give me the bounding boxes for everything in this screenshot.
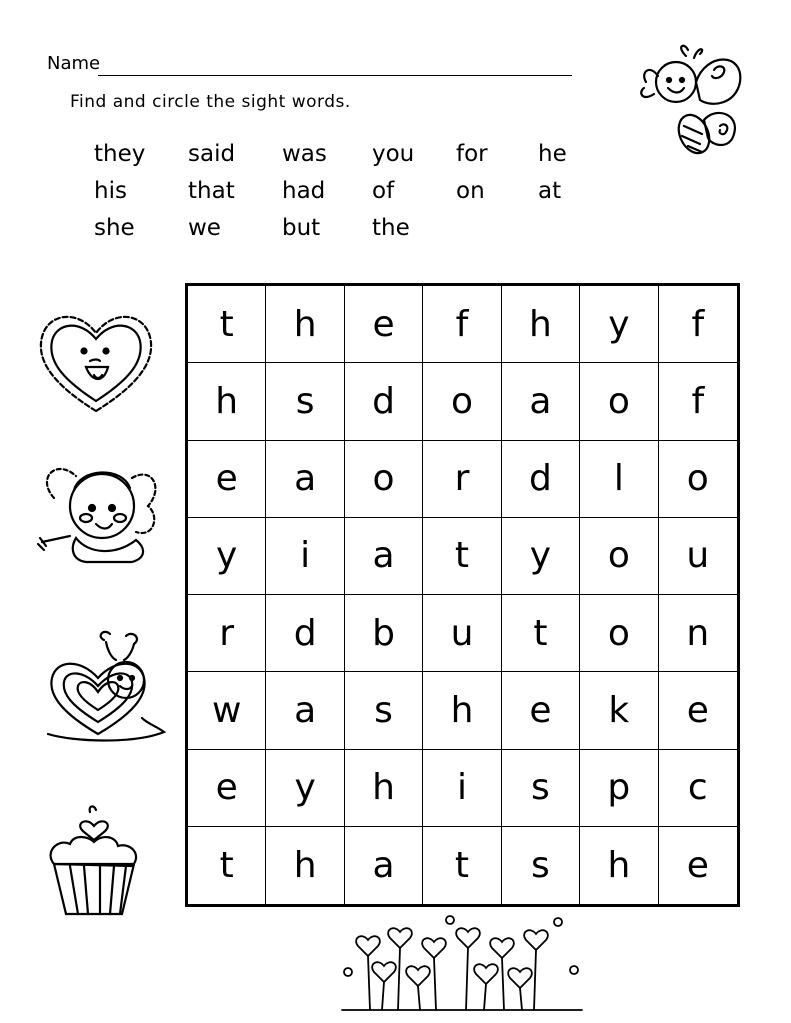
grid-cell[interactable]: t: [423, 518, 501, 595]
word-bank-item: on: [456, 178, 485, 204]
grid-cell[interactable]: h: [423, 672, 501, 749]
word-search-grid: [185, 283, 740, 907]
word-bank-item: for: [456, 141, 488, 167]
heart-face-clipart: [34, 305, 158, 419]
word-bank-item: we: [188, 215, 221, 241]
grid-cell[interactable]: u: [423, 595, 501, 672]
word-bank-item: they: [94, 141, 146, 167]
grid-cell[interactable]: h: [502, 286, 580, 363]
word-bank-item: he: [538, 141, 567, 167]
grid-cell[interactable]: h: [266, 827, 344, 904]
cupid-clipart: [36, 458, 166, 566]
grid-cell[interactable]: o: [423, 363, 501, 440]
grid-cell[interactable]: t: [502, 595, 580, 672]
grid-cell[interactable]: k: [580, 672, 658, 749]
word-bank-item: but: [282, 215, 321, 241]
grid-cell[interactable]: c: [659, 750, 737, 827]
heart-flowers-clipart: [338, 912, 586, 1016]
grid-cell[interactable]: o: [345, 441, 423, 518]
grid-cell[interactable]: d: [266, 595, 344, 672]
grid-cell[interactable]: a: [345, 827, 423, 904]
grid-cell[interactable]: t: [188, 286, 266, 363]
word-bank-item: that: [188, 178, 235, 204]
grid-cell[interactable]: s: [502, 827, 580, 904]
word-bank-item: had: [282, 178, 326, 204]
grid-cell[interactable]: a: [345, 518, 423, 595]
word-bank-item: his: [94, 178, 127, 204]
grid-cell[interactable]: p: [580, 750, 658, 827]
grid-cell[interactable]: t: [423, 827, 501, 904]
name-line[interactable]: [98, 75, 572, 76]
word-bank-item: at: [538, 178, 562, 204]
grid-cell[interactable]: e: [345, 286, 423, 363]
grid-cell[interactable]: h: [345, 750, 423, 827]
grid-cell[interactable]: e: [659, 672, 737, 749]
grid-cell[interactable]: s: [345, 672, 423, 749]
grid-cell[interactable]: u: [659, 518, 737, 595]
word-bank-item: the: [372, 215, 410, 241]
grid-cell[interactable]: r: [423, 441, 501, 518]
grid-cell[interactable]: t: [188, 827, 266, 904]
word-bank-item: she: [94, 215, 135, 241]
grid-cell[interactable]: s: [266, 363, 344, 440]
grid-cell[interactable]: e: [686, 844, 709, 886]
grid-cell[interactable]: y: [502, 518, 580, 595]
name-label: Name: [47, 53, 101, 74]
grid-cell[interactable]: o: [580, 518, 658, 595]
grid-cell[interactable]: e: [188, 750, 266, 827]
grid-cell[interactable]: f: [659, 363, 737, 440]
grid-cell[interactable]: b: [345, 595, 423, 672]
grid-cell[interactable]: e: [188, 441, 266, 518]
grid-cell[interactable]: e: [502, 672, 580, 749]
grid-cell[interactable]: y: [266, 750, 344, 827]
grid-cell[interactable]: l: [580, 441, 658, 518]
grid-cell[interactable]: a: [266, 441, 344, 518]
grid-cell[interactable]: i: [423, 750, 501, 827]
grid-cell[interactable]: w: [188, 672, 266, 749]
word-bank-item: of: [372, 178, 395, 204]
butterfly-clipart: [636, 42, 748, 160]
word-bank-item: was: [282, 141, 327, 167]
grid-cell[interactable]: o: [659, 441, 737, 518]
grid-cell[interactable]: o: [580, 595, 658, 672]
grid-cell[interactable]: h: [266, 286, 344, 363]
grid-cell[interactable]: r: [188, 595, 266, 672]
grid-cell[interactable]: a: [266, 672, 344, 749]
grid-cell[interactable]: o: [580, 363, 658, 440]
grid-cell[interactable]: d: [502, 441, 580, 518]
cupcake-clipart: [44, 800, 144, 918]
grid-cell[interactable]: h: [188, 363, 266, 440]
grid-cell[interactable]: f: [423, 286, 501, 363]
grid-cell[interactable]: h: [580, 827, 658, 904]
instructions: Find and circle the sight words.: [70, 92, 351, 112]
grid-cell[interactable]: y: [188, 518, 266, 595]
grid-cell[interactable]: i: [266, 518, 344, 595]
grid-cell[interactable]: d: [345, 363, 423, 440]
grid-cell[interactable]: f: [659, 286, 737, 363]
snail-clipart: [44, 630, 168, 748]
grid-cell[interactable]: y: [580, 286, 658, 363]
grid-cell[interactable]: s: [502, 750, 580, 827]
grid-cell[interactable]: n: [659, 595, 737, 672]
word-bank-item: said: [188, 141, 236, 167]
word-bank-item: you: [372, 141, 415, 167]
grid-cell[interactable]: a: [502, 363, 580, 440]
